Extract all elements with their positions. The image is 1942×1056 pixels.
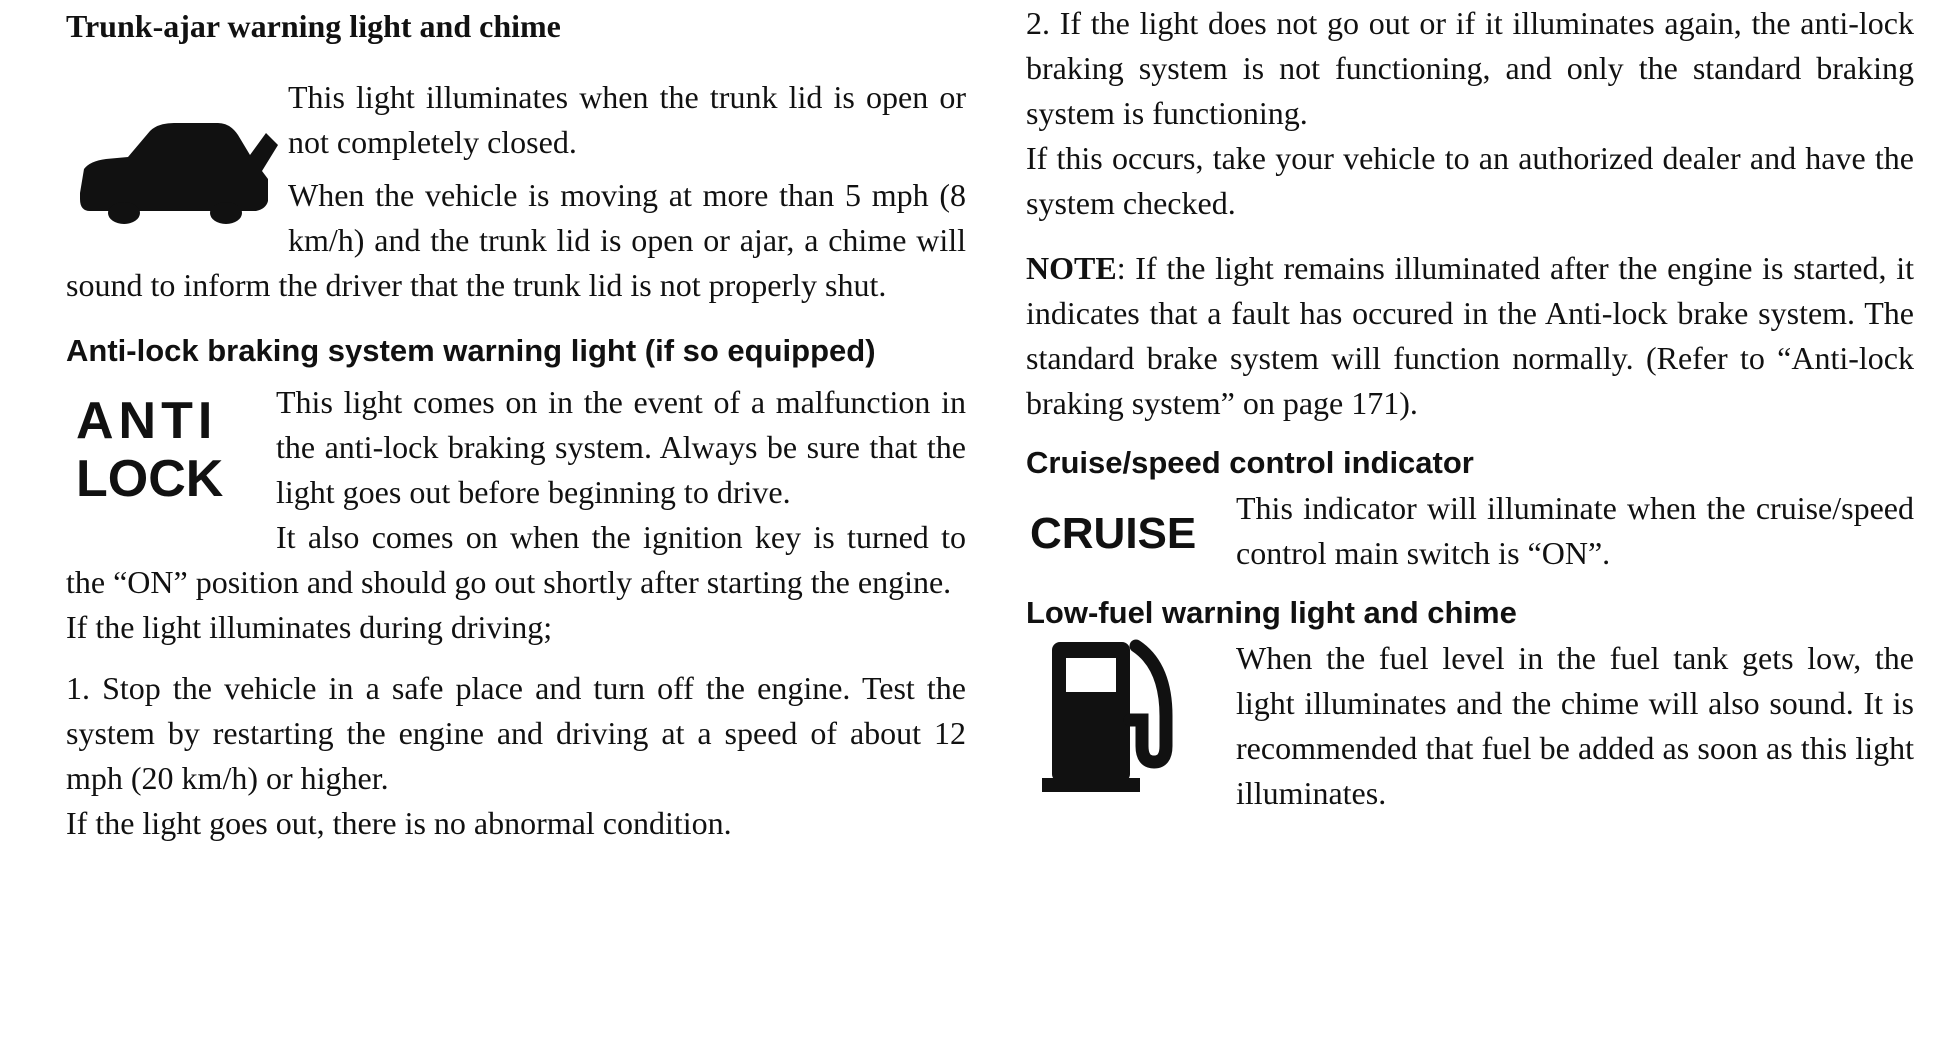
- abs-text-2: It also comes on when the ignition key is turned to the “ON” position and should go out shortly after starting the engine.: [66, 519, 966, 600]
- fuel-text: When the fuel level in the fuel tank gets low, the light illuminates and the chime will also sound. It is recommended that fuel be added as soon as this light illuminates.: [1236, 640, 1914, 811]
- cruise-icon-text: CRUISE: [1030, 509, 1197, 558]
- abs-dealer-text: If this occurs, take your vehicle to an authorized dealer and have the system checked.: [1026, 140, 1914, 221]
- abs-text-5: If the light goes out, there is no abnormal condition.: [66, 805, 732, 841]
- abs-text-1: This light comes on in the event of a malfunction in the anti-lock braking system. Always be sure that the light goes out before beginning to drive.: [276, 384, 966, 510]
- trunk-section: [66, 4, 966, 308]
- trunk-text-1: This light illuminates when the trunk lid is open or not completely closed.: [288, 79, 966, 160]
- abs-section: [66, 328, 966, 846]
- cruise-heading: Cruise/speed control indicator: [1026, 445, 1474, 480]
- abs-note: [1026, 246, 1914, 426]
- cruise-text: This indicator will illuminate when the cruise/speed control main switch is “ON”.: [1236, 490, 1914, 571]
- left-column: [66, 0, 966, 846]
- trunk-heading: Trunk-ajar warning light and chime: [66, 8, 561, 44]
- note-text: : If the light remains illuminated after the engine is started, it indicates that a fault has occured in the Anti-lock brake system. The standard brake system will function normally. (Refer to “Anti-lock braking system” on page 171).: [1026, 250, 1914, 421]
- trunk-ajar-car-icon: [66, 75, 288, 245]
- cruise-section: [1026, 440, 1914, 576]
- anti-lock-icon: [66, 380, 276, 520]
- abs-heading: Anti-lock braking system warning light (if so equipped): [66, 333, 876, 368]
- fuel-section: [1026, 590, 1914, 816]
- abs-continued: [1026, 1, 1914, 426]
- cruise-icon: [1026, 486, 1236, 576]
- abs-step-1: 1. Stop the vehicle in a safe place and turn off the engine. Test the system by restarting the engine and driving at a speed of about 12 mph (20 km/h) or higher.: [66, 670, 966, 796]
- right-column: [1026, 0, 1914, 816]
- abs-text-3: If the light illuminates during driving;: [66, 609, 553, 645]
- fuel-heading: Low-fuel warning light and chime: [1026, 595, 1517, 630]
- abs-step-2: 2. If the light does not go out or if it illuminates again, the anti-lock braking system is not functioning, and only the standard braking system is functioning.: [1026, 5, 1914, 131]
- note-label: NOTE: [1026, 250, 1117, 286]
- fuel-pump-icon: [1026, 636, 1236, 806]
- anti-lock-icon-line1: ANTI: [76, 392, 218, 450]
- anti-lock-icon-line2: LOCK: [76, 450, 224, 508]
- trunk-text-2: When the vehicle is moving at more than 5 mph (8 km/h) and the trunk lid is open or ajar, a chime will sound to inform the driver that the trunk lid is not properly shut.: [66, 177, 966, 303]
